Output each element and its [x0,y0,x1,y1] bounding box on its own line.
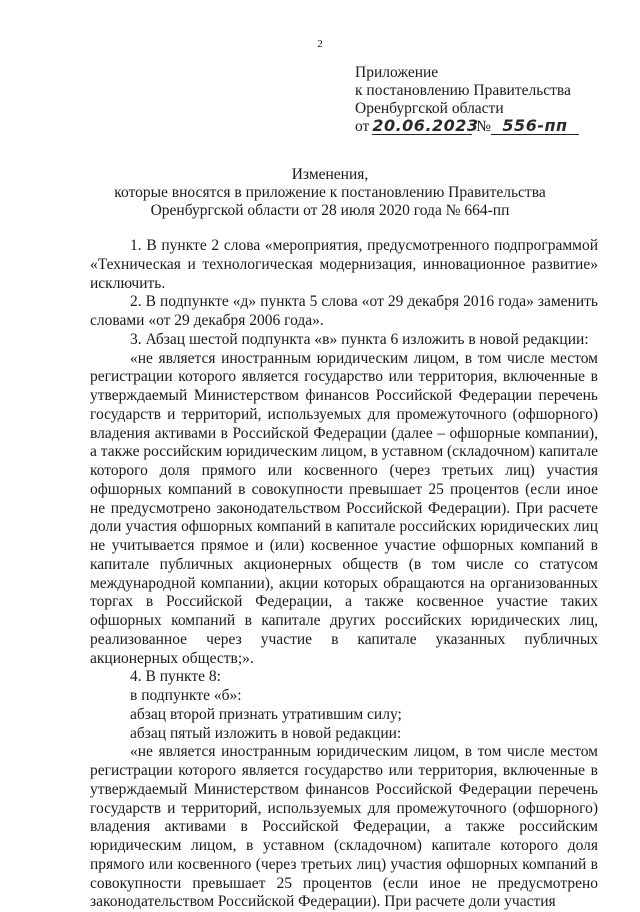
paragraph-3-quote: «не является иностранным юридическим лицом, в том числе местом регистрации которого является государство или территория, включенные в утверждаемый Министерством финансов Российской Федерации перечень государств и территорий, используемых для промежуточного (офшорного) владения активами в Российской Федерации (далее – офшорные компании), а также российским юридическим лицом, в уставном (складочном) капитале которого доля прямого или косвенного (через третьих лиц) участия офшорных компаний в совокупности превышает 25 процентов (если иное не предусмотрено законодательством Российской Федерации). При расчете доли участия офшорных компаний в капитале российских юридических лиц не учитывается прямое и (или) косвенное участие офшорных компаний в капитале публичных акционерных обществ (в том числе со статусом международной компании), акции которых обращаются на организованных торгах в Российской Федерации, а также косвенное участие таких офшорных компаний в капитале других российских юридических лиц, реализованное через участие в капитале указанных публичных акционерных обществ;». [90,349,598,667]
heading-subtitle: которые вносятся в приложение к постановлению Правительства [114,184,546,201]
paragraph-2: 2. В подпункте «д» пункта 5 слова «от 29 декабря 2016 года» заменить словами «от 29 декабря 2006 года». [90,293,598,329]
appendix-region: Оренбургской области [355,100,504,117]
appendix-reference: к постановлению Правительства [355,82,571,99]
appendix-title: Приложение [355,64,439,81]
number-field [491,118,579,135]
appendix-date-line [355,118,579,136]
handwritten-date: 20.06.2023 [372,116,479,135]
paragraph-4-sub: в подпункте «б»: [130,687,242,704]
paragraph-4: 4. В пункте 8: [130,668,221,686]
page-number: 2 [317,38,323,50]
from-label: от [355,118,370,135]
paragraph-4-item-2: абзац пятый изложить в новой редакции: [130,724,402,742]
paragraph-4-item-1: абзац второй признать утратившим силу; [130,705,402,723]
document-body [90,237,598,912]
appendix-block [355,64,579,136]
heading-subtitle-cont: Оренбургской области от 28 июля 2020 года № 664-пп [150,202,510,219]
handwritten-number: 556-пп [502,116,568,135]
paragraph-1: 1. В пункте 2 слова «мероприятия, предусмотренного подпрограммой «Техническая и технологическая модернизация, инновационное развитие» исключить. [90,237,598,292]
date-field [372,116,479,135]
paragraph-3: 3. Абзац шестой подпункта «в» пункта 6 изложить в новой редакции: [130,330,589,348]
document-heading [90,166,570,220]
number-sign: № [476,118,491,135]
heading-title: Изменения, [291,166,369,183]
paragraph-4-quote: «не является иностранным юридическим лицом, в том числе местом регистрации которого является государство или территория, включенные в утверждаемый Министерством финансов Российской Федерации перечень государств и территорий, используемых для промежуточного (офшорного) владения активами в Российской Федерации, а также российским юридическим лицом, в уставном (складочном) капитале которого доля прямого или косвенного (через третьих лиц) участия офшорных компаний в совокупности превышает 25 процентов (если иное не предусмотрено законодательством Российской Федерации). При расчете доли участия [90,743,598,911]
